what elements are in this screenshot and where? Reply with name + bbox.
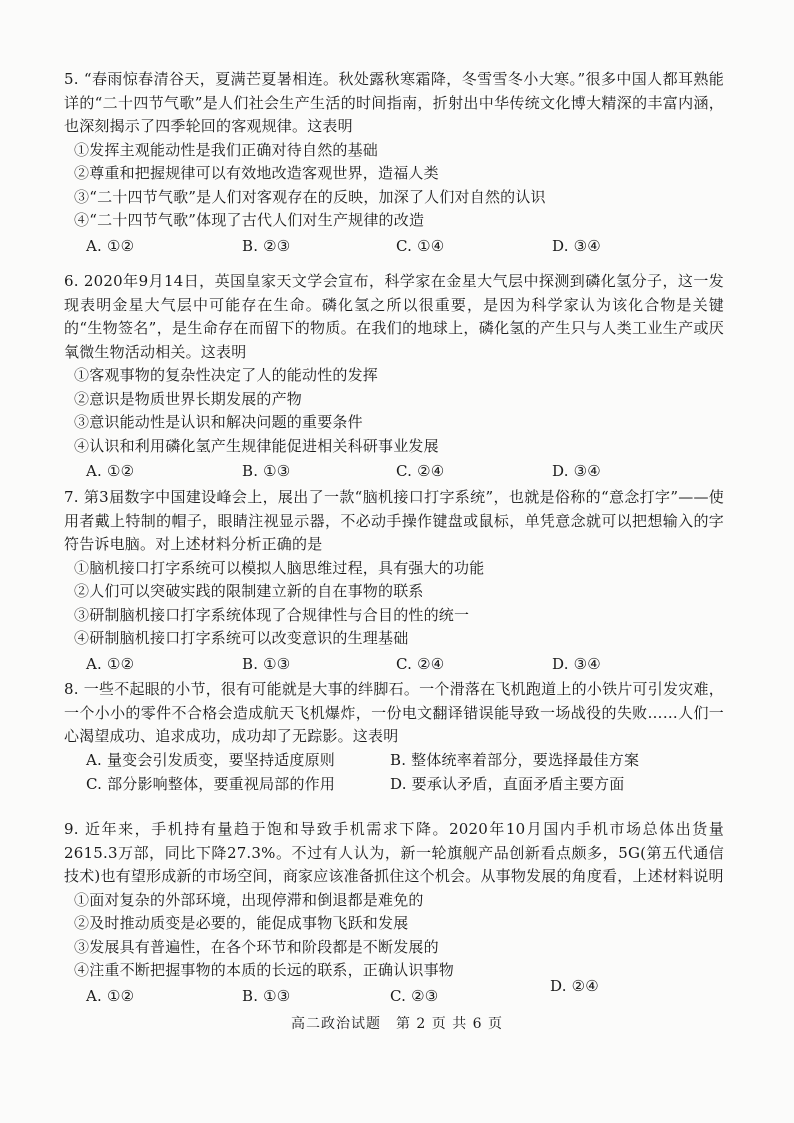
choice-b: B. ①③ <box>242 654 291 673</box>
page-footer: 高二政治试题 第 2 页 共 6 页 <box>290 1016 504 1032</box>
option-statement: ④“二十四节气歌”体现了古代人们对生产规律的改造 <box>74 211 425 229</box>
choice-c: C. ②④ <box>396 462 445 480</box>
option-statement: ①发挥主观能动性是我们正确对待自然的基础 <box>74 140 379 159</box>
answer-choices <box>64 749 724 797</box>
question-7 <box>64 486 724 677</box>
choice-a: A. ①② <box>86 236 135 255</box>
question-stem: 7. 第3届数字中国建设峰会上，展出了一款“脑机接口打字系统”，也就是俗称的“意念打字”——使用者戴上特制的帽子，眼睛注视显示器，不必动手操作键盘或鼠标，单凭意念就可以把想输入的字符告诉电脑。对上述材料分析正确的是 <box>64 488 724 553</box>
choice-a: A. ①② <box>86 986 135 1005</box>
answer-choices <box>64 976 724 1009</box>
answer-choices <box>64 235 724 259</box>
choice-a: A. 量变会引发质变，要坚持适度原则 <box>86 750 335 769</box>
option-statement: ①脑机接口打字系统可以模拟人脑思维过程，具有强大的功能 <box>74 558 485 577</box>
option-statement: ③意识能动性是认识和解决问题的重要条件 <box>74 413 363 431</box>
option-statement: ②意识是物质世界长期发展的产物 <box>74 389 303 408</box>
choice-b: B. ②③ <box>242 236 291 255</box>
choice-c: C. ②④ <box>396 654 445 673</box>
answer-choices <box>64 460 724 484</box>
choice-b: B. ①③ <box>242 986 291 1005</box>
question-9 <box>64 818 724 1009</box>
choice-b: B. 整体统率着部分，要选择最佳方案 <box>390 750 640 769</box>
option-statement: ③发展具有普遍性，在各个环节和阶段都是不断发展的 <box>74 937 439 956</box>
option-statement: ③研制脑机接口打字系统体现了合规律性与合目的性的统一 <box>74 605 470 624</box>
choice-d: D. ②④ <box>550 976 599 995</box>
choice-a: A. ①② <box>86 462 135 480</box>
option-statement: ①面对复杂的外部环境，出现停滞和倒退都是难免的 <box>74 890 424 909</box>
option-statement: ②尊重和把握规律可以有效地改造客观世界，造福人类 <box>74 164 439 182</box>
option-statement: ④研制脑机接口打字系统可以改变意识的生理基础 <box>74 629 409 647</box>
choice-d: D. ③④ <box>552 654 601 673</box>
option-statement: ③“二十四节气歌”是人们对客观存在的反映，加深了人们对自然的认识 <box>74 187 546 206</box>
option-statement: ④注重不断把握事物的本质的长远的联系，正确认识事物 <box>74 961 455 979</box>
option-statement: ④认识和利用磷化氢产生规律能促进相关科研事业发展 <box>74 436 439 455</box>
question-stem: 9. 近年来，手机持有量趋于饱和导致手机需求下降。2020年10月国内手机市场总体出货量2615.3万部，同比下降27.3%。不过有人认为，新一轮旗舰产品创新看点颇多，5G(第五代通信技术)也有望形成新的市场空间，商家应该准备抓住这个机会。从事物发展的角度看，上述材料说明 <box>64 820 724 885</box>
option-statement: ②人们可以突破实践的限制建立新的自在事物的联系 <box>74 582 424 600</box>
option-statement: ①客观事物的复杂性决定了人的能动性的发挥 <box>74 366 379 384</box>
choice-a: A. ①② <box>86 654 135 673</box>
choice-c: C. 部分影响整体，要重视局部的作用 <box>86 774 336 793</box>
question-stem: 6. 2020年9月14日，英国皇家天文学会宣布，科学家在金星大气层中探测到磷化氢分子，这一发现表明金星大气层中可能存在生命。磷化氢之所以很重要，是因为科学家认为该化合物是关键的“生物签名”，是生命存在而留下的物质。在我们的地球上，磷化氢的产生只与人类工业生产或厌氧微生物活动相关。这表明 <box>64 272 724 361</box>
choice-d: D. ③④ <box>552 236 601 255</box>
choice-c: C. ①④ <box>396 236 445 255</box>
choice-c: C. ②③ <box>390 986 439 1005</box>
question-5 <box>64 68 724 259</box>
question-8 <box>64 678 724 797</box>
question-stem: 5. “春雨惊春清谷天，夏满芒夏暑相连。秋处露秋寒霜降，冬雪雪冬小大寒。”很多中国人都耳熟能详的“二十四节气歌”是人们社会生产生活的时间指南，折射出中华传统文化博大精深的丰富内涵，也深刻揭示了四季轮回的客观规律。这表明 <box>64 70 724 135</box>
choice-b: B. ①③ <box>242 462 291 480</box>
question-stem: 8. 一些不起眼的小节，很有可能就是大事的绊脚石。一个滑落在飞机跑道上的小铁片可引发灾难，一个小小的零件不合格会造成航天飞机爆炸，一份电文翻译错误能导致一场战役的失败……人们一心渴望成功、追求成功，成功却了无踪影。这表明 <box>64 680 724 745</box>
answer-choices <box>64 653 724 677</box>
choice-d: D. ③④ <box>552 462 601 480</box>
choice-d: D. 要承认矛盾，直面矛盾主要方面 <box>390 774 625 793</box>
option-statement: ②及时推动质变是必要的，能促成事物飞跃和发展 <box>74 914 409 932</box>
question-6 <box>64 270 724 484</box>
